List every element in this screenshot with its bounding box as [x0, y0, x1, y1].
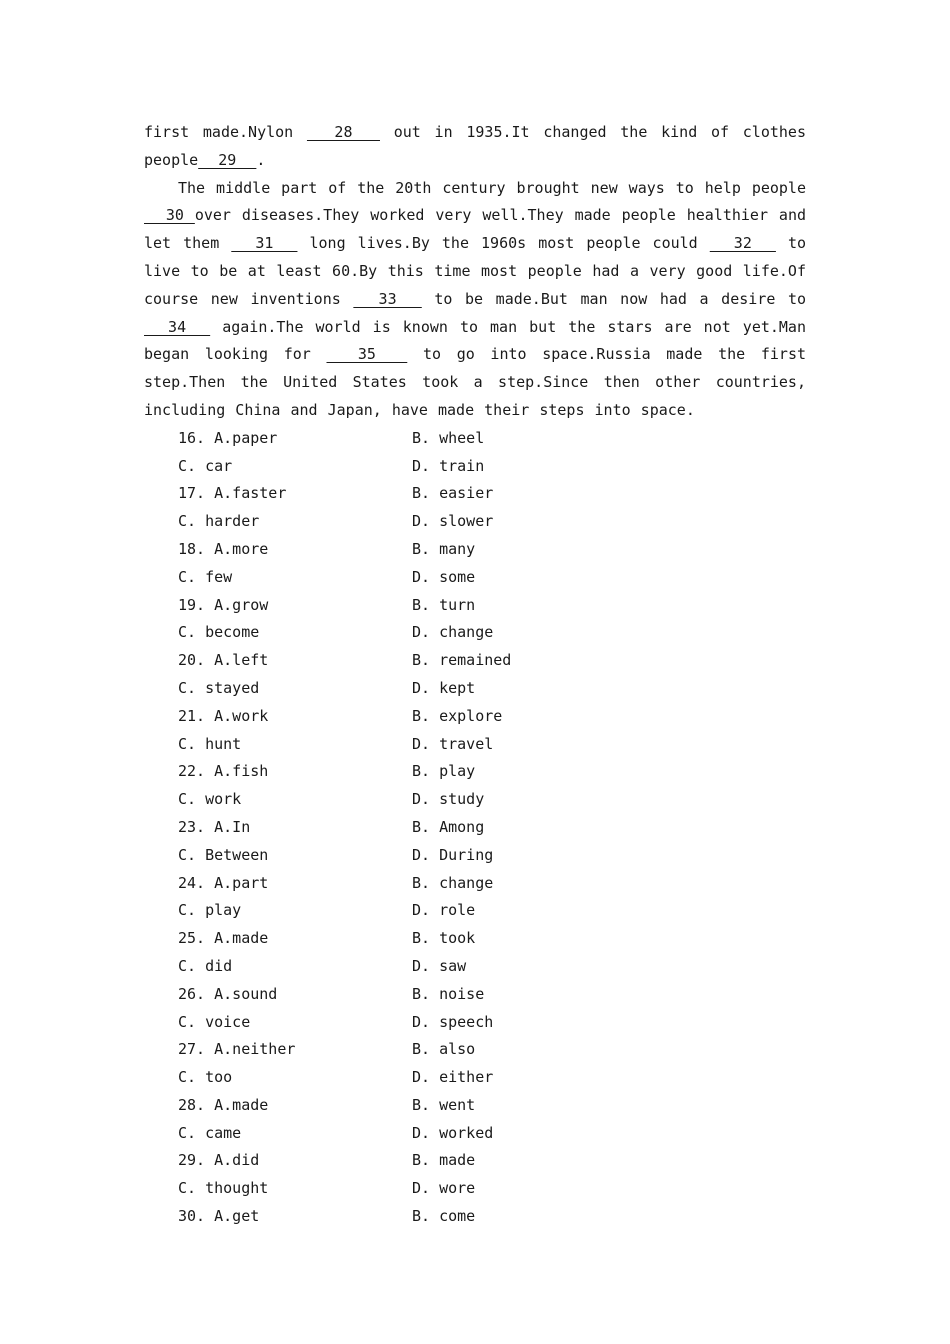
- option-left: C. become: [178, 623, 260, 642]
- answer-blank: 35: [326, 345, 408, 364]
- option-right: D. wore: [412, 1179, 476, 1198]
- option-right: B. went: [412, 1095, 476, 1114]
- option-left: C. voice: [178, 1012, 251, 1031]
- option-right: D. train: [412, 456, 485, 475]
- option-left: 29. A.did: [178, 1151, 260, 1170]
- option-left: C. did: [178, 956, 233, 975]
- passage-text: The middle part of the 20th century brought new ways to help people: [178, 178, 806, 197]
- option-right: D. saw: [412, 956, 467, 975]
- option-left: C. harder: [178, 512, 260, 531]
- passage-text: to go into space.Russia made the first step.Then the United States took a step.Since then other countries, including China and Japan, have made their steps into space.: [144, 345, 807, 419]
- option-row: [144, 814, 806, 842]
- option-row: [144, 592, 806, 620]
- option-right: D. During: [412, 845, 494, 864]
- option-row: [144, 425, 806, 453]
- option-right: D. either: [412, 1068, 494, 1087]
- option-right: D. kept: [412, 678, 476, 697]
- option-right: B. explore: [412, 706, 503, 725]
- option-row: [144, 981, 806, 1009]
- answer-blank: 34: [144, 317, 211, 336]
- option-right: B. wheel: [412, 428, 485, 447]
- passage-paragraph-1: [144, 119, 806, 175]
- option-right: D. speech: [412, 1012, 494, 1031]
- option-left: C. thought: [178, 1179, 269, 1198]
- option-right: B. turn: [412, 595, 476, 614]
- option-left: 27. A.neither: [178, 1040, 296, 1059]
- answer-blank: 33: [353, 289, 422, 308]
- option-left: C. came: [178, 1123, 242, 1142]
- option-row: [144, 480, 806, 508]
- option-row: [144, 647, 806, 675]
- passage-text: out in 1935.It changed the kind of clothes people: [144, 123, 806, 169]
- option-row: [144, 564, 806, 592]
- option-row: [144, 1092, 806, 1120]
- option-left: 23. A.In: [178, 817, 251, 836]
- option-row: [144, 619, 806, 647]
- option-left: C. stayed: [178, 678, 260, 697]
- option-row: [144, 675, 806, 703]
- option-left: C. work: [178, 790, 242, 809]
- option-row: [144, 453, 806, 481]
- answer-blank: 30: [144, 206, 195, 225]
- option-right: D. study: [412, 790, 485, 809]
- option-left: 28. A.made: [178, 1095, 269, 1114]
- option-row: [144, 1175, 806, 1203]
- option-row: [144, 925, 806, 953]
- option-right: B. Among: [412, 817, 485, 836]
- passage-text: to live to be at least 60.By this time most people had a very good life.Of course new inventions: [144, 234, 807, 308]
- option-right: B. made: [412, 1151, 476, 1170]
- option-right: B. easier: [412, 484, 494, 503]
- option-left: 20. A.left: [178, 651, 269, 670]
- passage-text: over diseases.They worked very well.They made people healthier and let them: [144, 206, 807, 253]
- option-row: [144, 703, 806, 731]
- option-right: B. remained: [412, 651, 512, 670]
- option-left: 17. A.faster: [178, 484, 287, 503]
- option-right: D. travel: [412, 734, 494, 753]
- option-right: D. slower: [412, 512, 494, 531]
- option-right: B. noise: [412, 984, 485, 1003]
- options-list: [144, 425, 806, 1231]
- option-left: 24. A.part: [178, 873, 269, 892]
- option-row: [144, 897, 806, 925]
- option-row: [144, 1009, 806, 1037]
- option-left: 16. A.paper: [178, 428, 278, 447]
- passage-text: to be made.But man now had a desire to: [421, 289, 806, 308]
- option-row: [144, 758, 806, 786]
- option-left: 18. A.more: [178, 539, 269, 558]
- option-row: [144, 1203, 806, 1231]
- option-right: B. come: [412, 1207, 476, 1226]
- option-row: [144, 731, 806, 759]
- option-row: [144, 536, 806, 564]
- option-left: C. play: [178, 901, 242, 920]
- option-right: D. some: [412, 567, 476, 586]
- option-right: D. worked: [412, 1123, 494, 1142]
- option-row: [144, 953, 806, 981]
- passage-text: .: [256, 150, 266, 169]
- option-left: 25. A.made: [178, 929, 269, 948]
- option-left: C. hunt: [178, 734, 242, 753]
- passage-paragraph-2: [144, 175, 806, 425]
- option-row: [144, 842, 806, 870]
- option-left: 30. A.get: [178, 1207, 260, 1226]
- option-row: [144, 786, 806, 814]
- passage-text: again.The world is known to man but the stars are not yet.Man began looking for: [144, 317, 806, 364]
- answer-blank: 29: [198, 150, 257, 169]
- option-right: B. took: [412, 929, 476, 948]
- answer-blank: 28: [306, 123, 380, 141]
- option-left: C. too: [178, 1068, 233, 1087]
- option-row: [144, 870, 806, 898]
- document-page: [144, 119, 806, 1231]
- option-right: B. play: [412, 762, 476, 781]
- option-right: B. many: [412, 539, 476, 558]
- option-row: [144, 1036, 806, 1064]
- answer-blank: 31: [231, 234, 298, 253]
- option-row: [144, 508, 806, 536]
- option-left: C. few: [178, 567, 233, 586]
- option-left: 22. A.fish: [178, 762, 269, 781]
- passage-text: long lives.By the 1960s most people could: [297, 234, 710, 253]
- answer-blank: 32: [709, 234, 776, 253]
- option-row: [144, 1064, 806, 1092]
- option-right: B. change: [412, 873, 494, 892]
- option-left: 26. A.sound: [178, 984, 278, 1003]
- option-row: [144, 1147, 806, 1175]
- option-left: C. Between: [178, 845, 269, 864]
- passage-text: first made.Nylon: [144, 123, 307, 141]
- option-left: 21. A.work: [178, 706, 269, 725]
- option-left: C. car: [178, 456, 233, 475]
- option-right: D. role: [412, 901, 476, 920]
- option-left: 19. A.grow: [178, 595, 269, 614]
- option-right: B. also: [412, 1040, 476, 1059]
- option-row: [144, 1120, 806, 1148]
- option-right: D. change: [412, 623, 494, 642]
